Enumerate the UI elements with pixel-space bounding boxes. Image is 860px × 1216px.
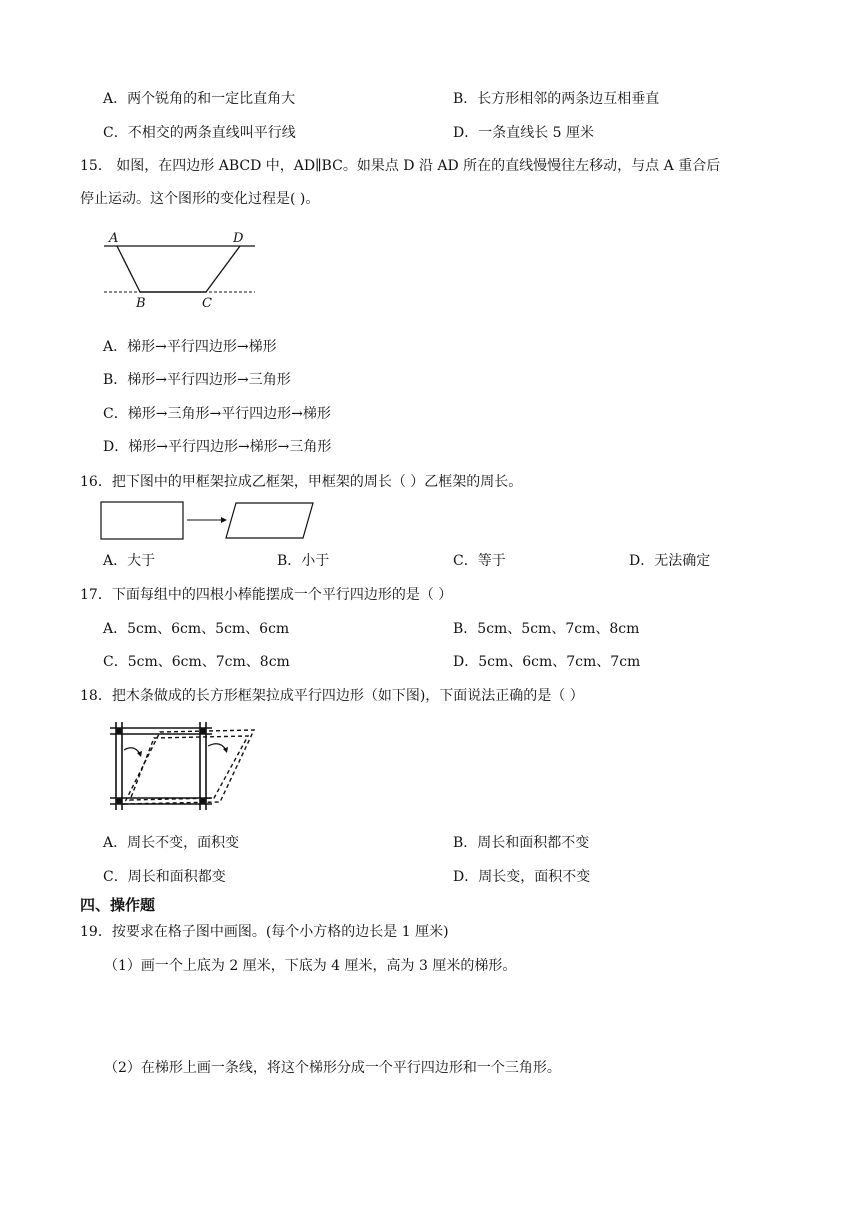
q15-option-b: B．梯形→平行四边形→三角形 — [103, 372, 291, 388]
q19-part2: （2）在梯形上画一条线，将这个梯形分成一个平行四边形和一个三角形。 — [104, 1060, 561, 1076]
q16-option-c: C．等于 — [453, 553, 506, 569]
q17-stem: 17．下面每组中的四根小棒能摆成一个平行四边形的是（ ） — [80, 587, 453, 603]
q15-trapezoid-figure — [100, 226, 260, 312]
frame-parallelogram — [226, 503, 313, 538]
section-heading: 四、操作题 — [80, 896, 156, 914]
side-dc — [206, 246, 240, 292]
q14-option-d: D．一条直线长 5 厘米 — [453, 125, 595, 141]
label-c: C — [202, 296, 212, 311]
q17-option-c: C．5cm、6cm、7cm、8cm — [103, 654, 290, 670]
q19-part1: （1）画一个上底为 2 厘米，下底为 4 厘米，高为 3 厘米的梯形。 — [104, 958, 517, 974]
q17-option-a: A．5cm、6cm、5cm、6cm — [103, 621, 290, 637]
q18-option-a: A．周长不变，面积变 — [103, 835, 240, 851]
arrow-head-icon — [137, 751, 142, 757]
q15-stem-line1: 15． 如图，在四边形 ABCD 中，AD∥BC。如果点 D 沿 AD 所在的直线慢慢往左移动，与点 A 重合后 — [80, 158, 721, 174]
q15-option-c: C．梯形→三角形→平行四边形→梯形 — [103, 406, 331, 422]
q15-option-d: D．梯形→平行四边形→梯形→三角形 — [103, 439, 332, 455]
q16-option-d: D．无法确定 — [629, 553, 711, 569]
q16-stem: 16．把下图中的甲框架拉成乙框架，甲框架的周长（ ）乙框架的周长。 — [80, 474, 523, 490]
label-a: A — [109, 231, 119, 246]
q17-option-d: D．5cm、6cm、7cm、7cm — [453, 654, 641, 670]
q15-stem-line2: 停止运动。这个图形的变化过程是( )。 — [80, 191, 320, 207]
q18-option-b: B．周长和面积都不变 — [453, 835, 590, 851]
q17-option-b: B．5cm、5cm、7cm、8cm — [453, 621, 640, 637]
side-ab — [117, 246, 140, 292]
parallelogram-dashed — [124, 730, 254, 804]
arrow-head-icon — [221, 517, 227, 523]
q18-option-d: D．周长变，面积不变 — [453, 869, 591, 885]
q18-wooden-frame-figure — [104, 718, 264, 816]
q16-option-b: B．小于 — [277, 553, 330, 569]
label-d: D — [233, 231, 244, 246]
q16-frame-figure — [100, 500, 320, 542]
q18-option-c: C．周长和面积都变 — [103, 869, 226, 885]
q14-option-a: A．两个锐角的和一定比直角大 — [103, 91, 296, 107]
rectangle-frame — [110, 722, 212, 810]
q16-option-a: A．大于 — [103, 553, 156, 569]
q14-option-b: B．长方形相邻的两条边互相垂直 — [453, 91, 660, 107]
q19-stem: 19．按要求在格子图中画图。(每个小方格的边长是 1 厘米) — [80, 924, 449, 940]
label-b: B — [136, 296, 146, 311]
frame-rectangle — [101, 502, 183, 539]
q18-stem: 18．把木条做成的长方形框架拉成平行四边形（如下图)，下面说法正确的是（ ） — [80, 688, 584, 704]
q15-option-a: A．梯形→平行四边形→梯形 — [103, 339, 277, 355]
q14-option-c: C．不相交的两条直线叫平行线 — [103, 125, 296, 141]
